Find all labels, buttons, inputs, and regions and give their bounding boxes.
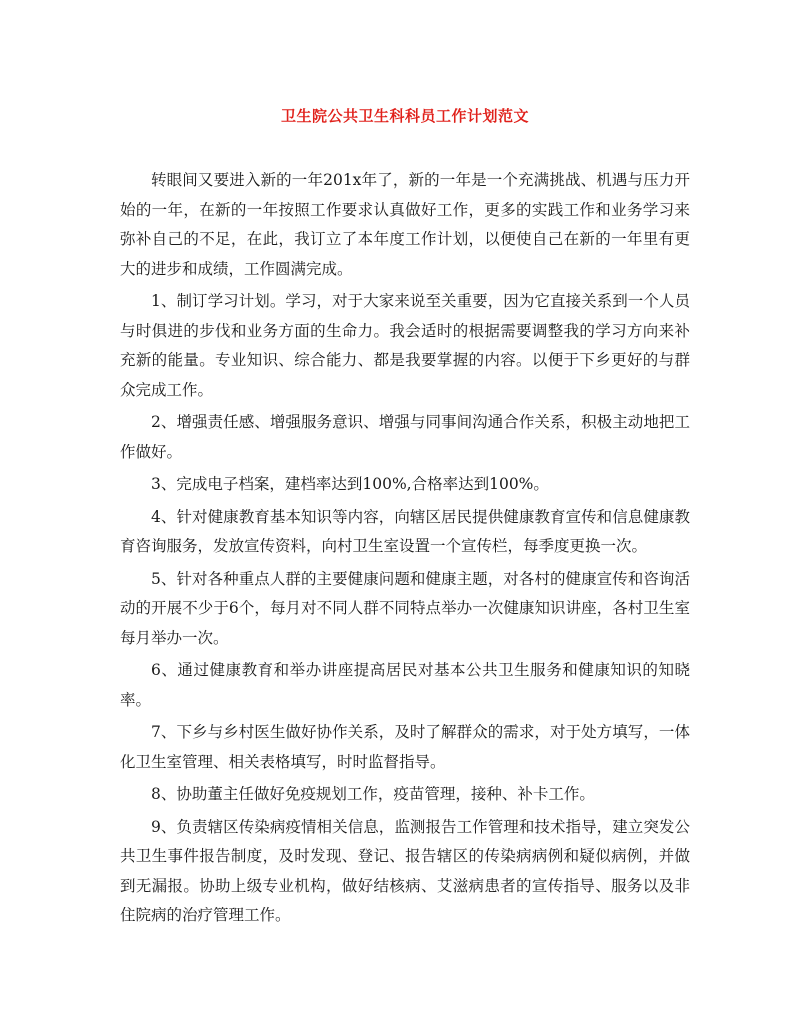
plan-item-5: 5、针对各种重点人群的主要健康问题和健康主题，对各村的健康宣传和咨询活动的开展不少于6个，每月对不同人群不同特点举办一次健康知识讲座，各村卫生室每月举办一次。 xyxy=(120,569,690,647)
plan-item-1: 1、制订学习计划。学习，对于大家来说至关重要，因为它直接关系到一个人员与时俱进的步伐和业务方面的生命力。我会适时的根据需要调整我的学习方向来补充新的能量。专业知识、综合能力、都是我要掌握的内容。以便于下乡更好的与群众完成工作。 xyxy=(120,292,690,399)
plan-item-4: 4、针对健康教育基本知识等内容，向辖区居民提供健康教育宣传和信息健康教育咨询服务，发放宣传资料，向村卫生室设置一个宣传栏，每季度更换一次。 xyxy=(120,507,690,555)
plan-item-3: 3、完成电子档案，建档率达到100%,合格率达到100%。 xyxy=(151,475,549,493)
plan-item-9: 9、负责辖区传染病疫情相关信息，监测报告工作管理和技术指导，建立突发公共卫生事件报告制度，及时发现、登记、报告辖区的传染病病例和疑似病例，并做到无漏报。协助上级专业机构，做好结核病、艾滋病患者的宣传指导、服务以及非住院病的治疗管理工作。 xyxy=(120,817,690,924)
plan-item-6: 6、通过健康教育和举办讲座提高居民对基本公共卫生服务和健康知识的知晓率。 xyxy=(120,661,690,709)
document-title: 卫生院公共卫生科科员工作计划范文 xyxy=(280,107,529,125)
document-page xyxy=(120,96,690,934)
intro-paragraph: 转眼间又要进入新的一年201x年了，新的一年是一个充满挑战、机遇与压力开始的一年，在新的一年按照工作要求认真做好工作，更多的实践工作和业务学习来弥补自己的不足，在此，我订立了本年度工作计划，以便使自己在新的一年里有更大的进步和成绩，工作圆满完成。 xyxy=(120,171,690,278)
plan-item-8: 8、协助董主任做好免疫规划工作，疫苗管理，接种、补卡工作。 xyxy=(151,785,595,803)
plan-item-7: 7、下乡与乡村医生做好协作关系，及时了解群众的需求，对于处方填写，一体化卫生室管理、相关表格填写，时时监督指导。 xyxy=(120,723,690,771)
plan-item-2: 2、增强责任感、增强服务意识、增强与同事间沟通合作关系，积极主动地把工作做好。 xyxy=(120,413,690,461)
